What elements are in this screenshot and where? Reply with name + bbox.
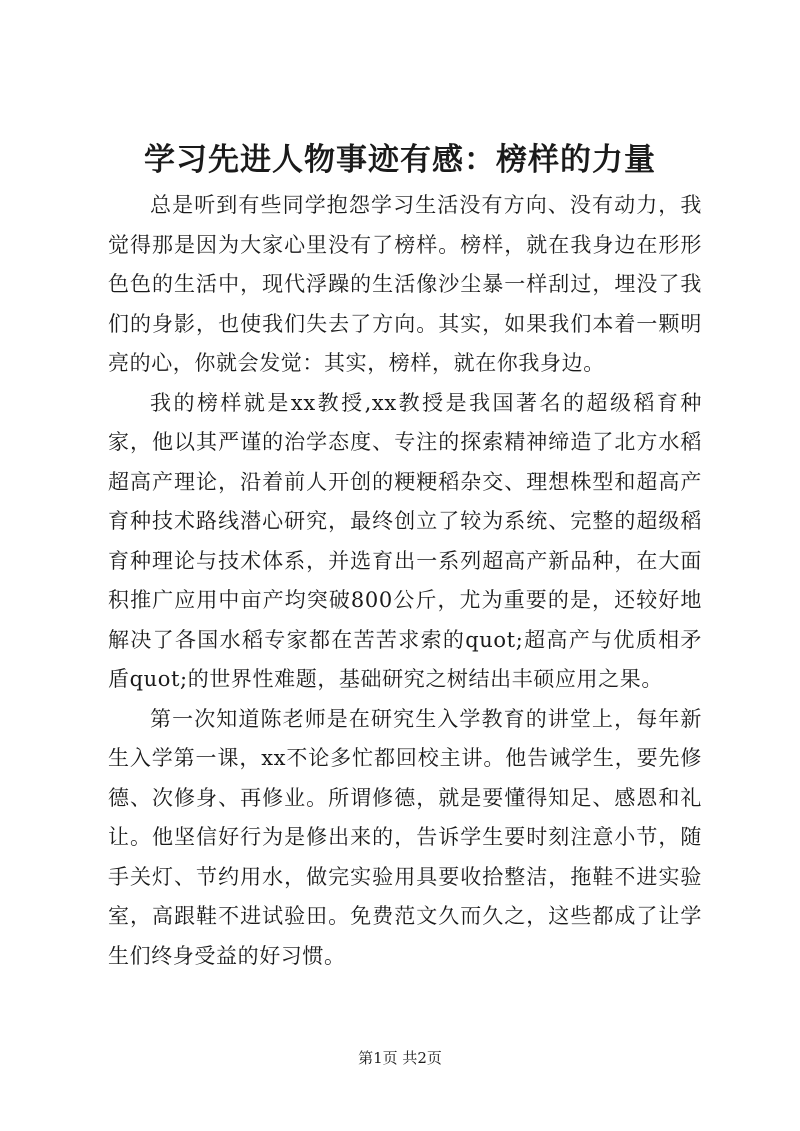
paragraph-1: 总是听到有些同学抱怨学习生活没有方向、没有动力，我觉得那是因为大家心里没有了榜样。榜样，就在我身边在形形色色的生活中，现代浮躁的生活像沙尘暴一样刮过，埋没了我们的身影，也使我们失去了方向。其实，如果我们本着一颗明亮的心，你就会发觉：其实，榜样，就在你我身边。 [108,193,702,375]
document-body [108,186,702,976]
page-footer: 第1页 共2页 [358,1049,442,1067]
document-title: 学习先进人物事迹有感：榜样的力量 [144,142,656,178]
paragraph-2: 我的榜样就是xx教授,xx教授是我国著名的超级稻育种家，他以其严谨的治学态度、专注的探索精神缔造了北方水稻超高产理论，沿着前人开创的粳粳稻杂交、理想株型和超高产育种技术路线潜心研究，最终创立了较为系统、完整的超级稻育种理论与技术体系，并选育出一系列超高产新品种，在大面积推广应用中亩产均突破800公斤，尤为重要的是，还较好地解决了各国水稻专家都在苦苦求索的quot;超高产与优质相矛盾quot;的世界性难题，基础研究之树结出丰硕应用之果。 [108,390,702,691]
paragraph-3: 第一次知道陈老师是在研究生入学教育的讲堂上，每年新生入学第一课，xx不论多忙都回校主讲。他告诫学生，要先修德、次修身、再修业。所谓修德，就是要懂得知足、感恩和礼让。他坚信好行为是修出来的，告诉学生要时刻注意小节，随手关灯、节约用水，做完实验用具要收拾整洁，拖鞋不进实验室，高跟鞋不进试验田。免费范文久而久之，这些都成了让学生们终身受益的好习惯。 [108,706,702,968]
